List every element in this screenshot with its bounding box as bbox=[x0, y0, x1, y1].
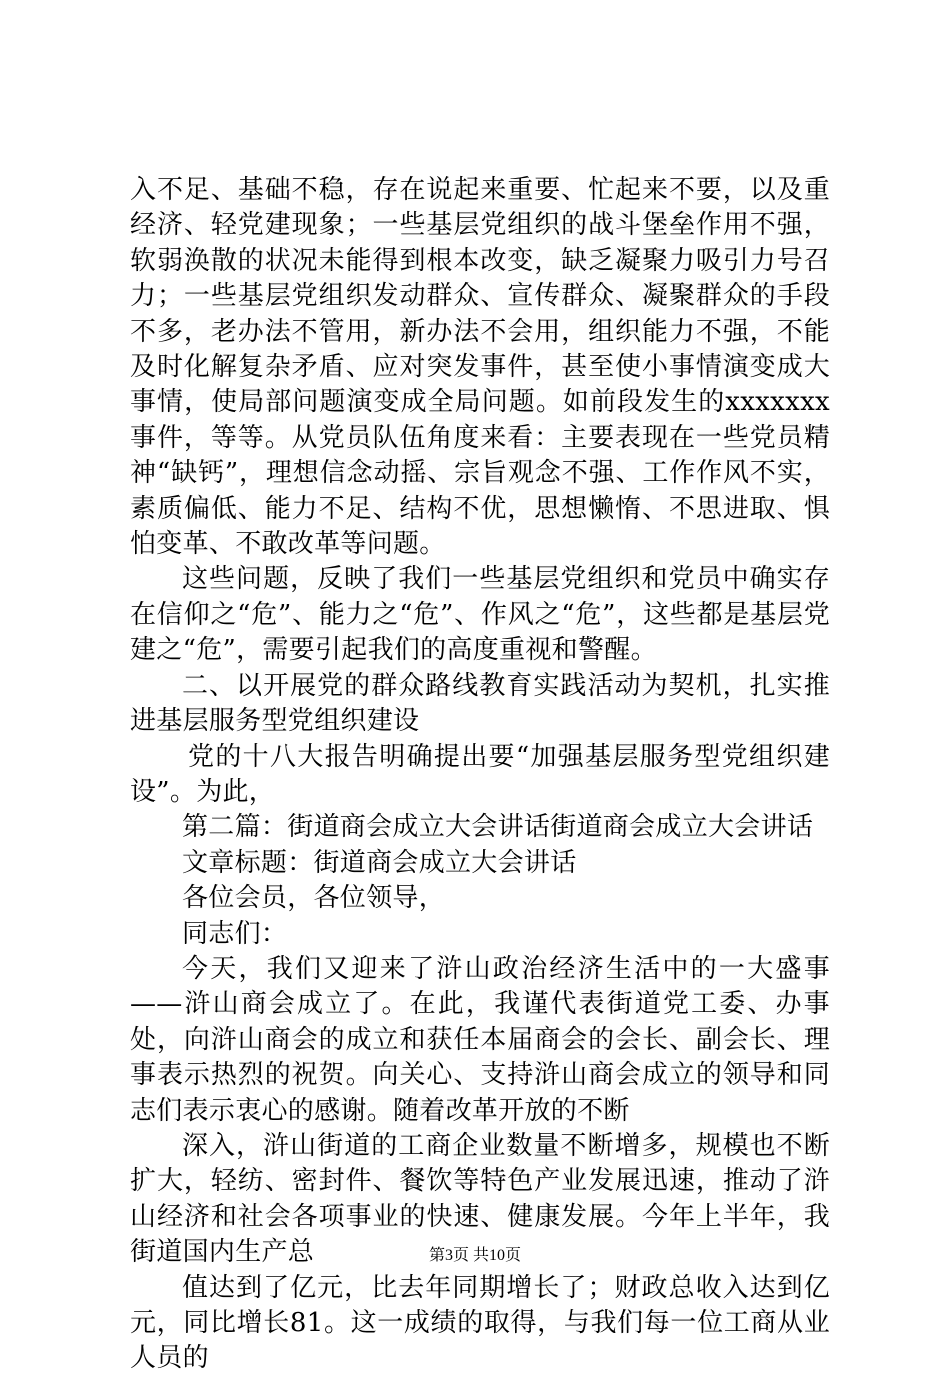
article-title: 文章标题：街道商会成立大会讲话 bbox=[182, 847, 577, 878]
paragraph-development: 深入，浒山街道的工商企业数量不断增多，规模也不断扩大，轻纺、密封件、餐饮等特色产业发展迅速，推动了浒山经济和社会各项事业的快速、健康发展。今年上半年，我街道国内生产总 bbox=[130, 1130, 830, 1268]
paragraph-18th-congress: 党的十八大报告明确提出要“加强基层服务型党组织建设”。为此， bbox=[130, 741, 830, 807]
document-body bbox=[130, 173, 830, 1377]
paragraph-congratulations: 今天，我们又迎来了浒山政治经济生活中的一大盛事——浒山商会成立了。在此，我谨代表街道党工委、办事处，向浒山商会的成立和获任本届商会的会长、副会长、理事表示热烈的祝贺。向关心、支持浒山商会成立的领导和同志们表示衷心的感谢。随着改革开放的不断 bbox=[130, 953, 830, 1126]
paragraph-crisis: 这些问题，反映了我们一些基层党组织和党员中确实存在信仰之“危”、能力之“危”、作风之“危”，这些都是基层党建之“危”，需要引起我们的高度重视和警醒。 bbox=[130, 564, 830, 666]
salutation-comrades: 同志们： bbox=[182, 918, 288, 949]
article-2-heading: 第二篇：街道商会成立大会讲话街道商会成立大会讲话 bbox=[182, 812, 814, 843]
salutation-members: 各位会员，各位领导， bbox=[182, 883, 446, 914]
paragraph-output-value: 值达到了亿元，比去年同期增长了；财政总收入达到亿元，同比增长81。这一成绩的取得，与我们每一位工商从业人员的 bbox=[130, 1272, 830, 1374]
page-number-footer: 第3页 共10页 bbox=[428, 1247, 521, 1264]
section-heading-2: 二、以开展党的群众路线教育实践活动为契机，扎实推进基层服务型党组织建设 bbox=[130, 670, 830, 737]
paragraph-problems: 入不足、基础不稳，存在说起来重要、忙起来不要，以及重经济、轻党建现象；一些基层党组织的战斗堡垒作用不强，软弱涣散的状况未能得到根本改变，缺乏凝聚力吸引力号召力；一些基层党组织发动群众、宣传群众、凝聚群众的手段不多，老办法不管用，新办法不会用，组织能力不强，不能及时化解复杂矛盾、应对突发事件，甚至使小事情演变成大事情，使局部问题演变成全局问题。如前段发生的xxxxxxx事件，等等。从党员队伍角度来看：主要表现在一些党员精神“缺钙”，理想信念动摇、宗旨观念不强、工作作风不实，素质偏低、能力不足、结构不优，思想懒惰、不思进取、惧怕变革、不敢改革等问题。 bbox=[130, 175, 830, 560]
